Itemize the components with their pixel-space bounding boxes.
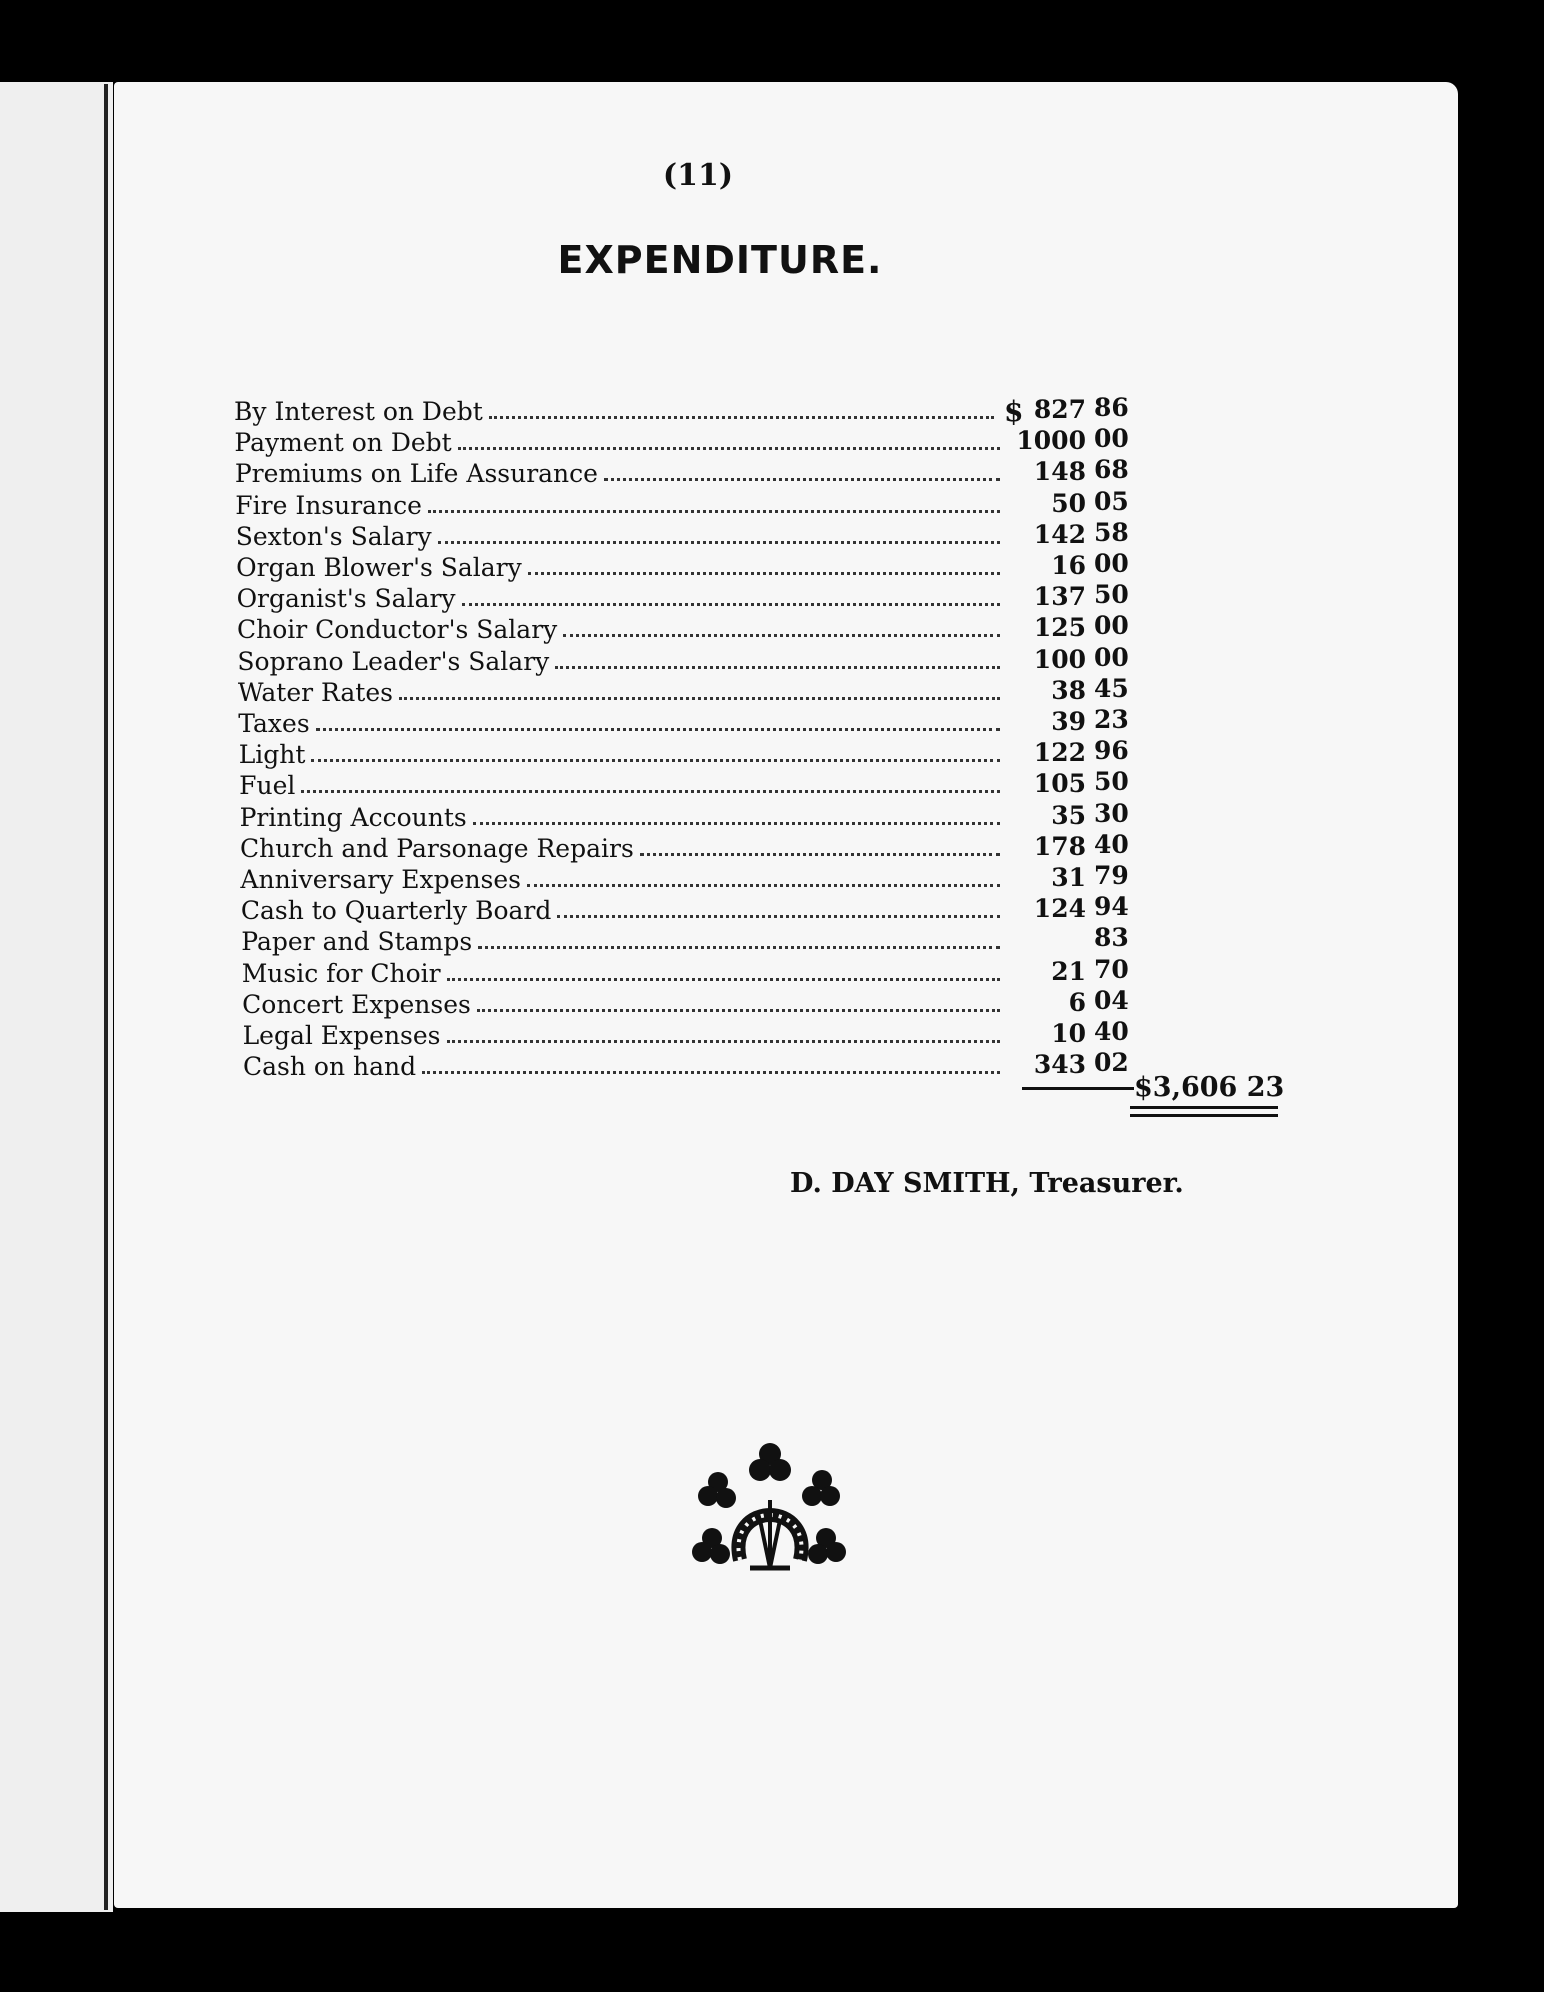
ledger-row [238,736,1139,771]
ledger-item-cents: 70 [1093,954,1129,984]
ledger-item-dollars: 105 [1033,769,1086,799]
dot-leader [399,697,1000,702]
ledger-item-label: Legal Expenses [242,1021,441,1050]
ledger-item-label: Sexton's Salary [235,521,432,551]
ledger-item-dollars: 1000 [1016,426,1086,456]
ledger-row [236,549,1136,584]
dot-leader [301,790,1000,795]
dot-leader [555,666,1000,671]
ledger-item-dollars: 50 [1051,488,1086,518]
ledger-row [235,517,1136,553]
ledger-item-cents: 86 [1094,393,1129,422]
sum-rule [1022,1087,1134,1090]
dot-leader [462,603,1000,608]
ledger-row [237,673,1138,709]
facing-page-edge [0,82,113,1912]
ledger-item-label: Church and Parsonage Repairs [240,833,634,863]
ledger-item-dollars: 827 [1033,395,1086,424]
dot-leader [428,510,1000,515]
ledger-row [234,424,1134,459]
dot-leader [458,447,1000,452]
clover-horseshoe-ornament-icon [690,1440,850,1580]
ledger-item-cents: 96 [1093,736,1129,766]
ledger-item-cents: 04 [1093,985,1129,1015]
ledger-item-label: Paper and Stamps [241,927,473,957]
ledger-item-label: Choir Conductor's Salary [237,615,558,645]
dot-leader [316,728,1000,733]
ledger-item-cents: 40 [1094,829,1129,859]
treasurer-signature-line: D. DAY SMITH, Treasurer. [790,1168,1184,1199]
ledger-item-dollars: 38 [1051,675,1086,705]
ledger-row [234,393,1134,428]
ledger-item-dollars: 137 [1033,582,1086,612]
ledger-item-label: Music for Choir [241,958,441,988]
dot-leader [311,759,1000,764]
ledger-item-label: Soprano Leader's Salary [237,646,550,676]
dot-leader [447,1040,1000,1045]
ledger-item-dollars: 125 [1033,613,1086,643]
expenditure-total: $3,606 23 [1134,1072,1285,1103]
dot-leader [527,884,1000,889]
ledger-item-cents: 79 [1093,861,1129,890]
ledger-item-dollars: 178 [1033,831,1086,861]
ledger-item-label: Organist's Salary [236,584,456,614]
ledger-row [240,892,1141,927]
ledger-row [241,923,1141,958]
ledger-item-dollars: 100 [1033,644,1086,674]
ledger-item-dollars: 122 [1033,738,1086,768]
ledger-row [243,1048,1143,1083]
ledger-item-cents: 30 [1093,798,1129,828]
ledger-item-label: Water Rates [237,677,393,707]
ledger-item-label: Cash on hand [243,1052,417,1082]
ledger-item-dollars: 6 [1068,987,1086,1017]
ledger-item-label: Premiums on Life Assurance [234,459,598,489]
ledger-row [234,455,1135,490]
page-heading: EXPENDITURE. [557,238,883,282]
ledger-item-cents: 50 [1093,580,1129,610]
total-double-rule-bottom [1130,1114,1278,1117]
ledger-item-label: Payment on Debt [234,428,452,458]
ledger-row [238,705,1138,740]
ledger-item-dollars: 10 [1051,1019,1086,1048]
ledger-item-dollars: 39 [1051,707,1086,736]
ledger-item-cents: 05 [1093,486,1129,516]
ledger-item-label: Fuel [239,771,296,801]
ledger-item-cents: 94 [1093,892,1129,922]
ledger-item-cents: 83 [1093,923,1129,953]
ledger-item-label: Light [238,740,306,770]
dot-leader [477,1009,1000,1014]
ledger-row [242,1017,1143,1052]
ledger-item-label: By Interest on Debt [234,397,483,426]
ledger-item-label: Printing Accounts [239,802,467,832]
ledger-item-cents: 40 [1093,1017,1129,1046]
ledger-row [235,486,1135,522]
dot-leader [473,822,1000,827]
dot-leader [422,1071,1000,1076]
ledger-item-label: Fire Insurance [235,490,422,520]
binding-line [104,84,108,1910]
ledger-item-cents: 50 [1093,767,1129,797]
ledger-item-label: Anniversary Expenses [240,865,522,894]
dot-leader [478,946,1000,951]
total-double-rule-top [1130,1106,1278,1109]
dot-leader [438,541,1000,546]
dot-leader [640,853,1000,858]
ledger-item-cents: 58 [1093,517,1129,547]
ledger-item-cents: 00 [1093,424,1129,454]
ledger-item-cents: 45 [1093,673,1129,703]
ledger-row [236,580,1137,615]
dollar-sign: $ [1004,395,1024,428]
ledger-row [240,829,1140,865]
ledger-row [237,611,1137,646]
dot-leader [447,978,1000,983]
ledger-item-cents: 02 [1094,1048,1129,1078]
ledger-item-label: Organ Blower's Salary [236,553,522,582]
ledger-row [241,954,1142,990]
ledger-item-dollars: 343 [1033,1050,1086,1080]
ledger-item-cents: 23 [1093,705,1129,734]
ledger-item-label: Taxes [238,709,310,738]
dot-leader [604,478,1000,483]
ledger-item-cents: 68 [1093,455,1129,485]
dot-leader [557,915,1000,920]
ledger-item-label: Cash to Quarterly Board [240,896,552,926]
ledger-row [240,861,1140,896]
ledger-item-dollars: 31 [1051,863,1086,892]
dot-leader [489,416,994,421]
ledger-item-cents: 00 [1094,611,1129,641]
ledger-item-dollars: 124 [1033,894,1086,924]
ledger-item-dollars: 142 [1033,519,1086,549]
ledger-row [239,798,1140,834]
ledger-item-label: Concert Expenses [242,989,471,1019]
ledger-row [237,642,1137,678]
ledger-item-dollars: 16 [1051,551,1086,580]
ledger-item-cents: 00 [1093,549,1129,578]
ledger-row [242,985,1142,1021]
page-number: (11) [662,158,734,193]
ledger-item-cents: 00 [1093,642,1129,672]
ledger-item-dollars: 21 [1051,956,1086,986]
ledger-row [239,767,1139,802]
ledger-item-dollars: 148 [1033,457,1086,487]
dot-leader [563,634,1000,639]
dot-leader [528,572,1000,577]
ledger-item-dollars: 35 [1051,800,1086,830]
